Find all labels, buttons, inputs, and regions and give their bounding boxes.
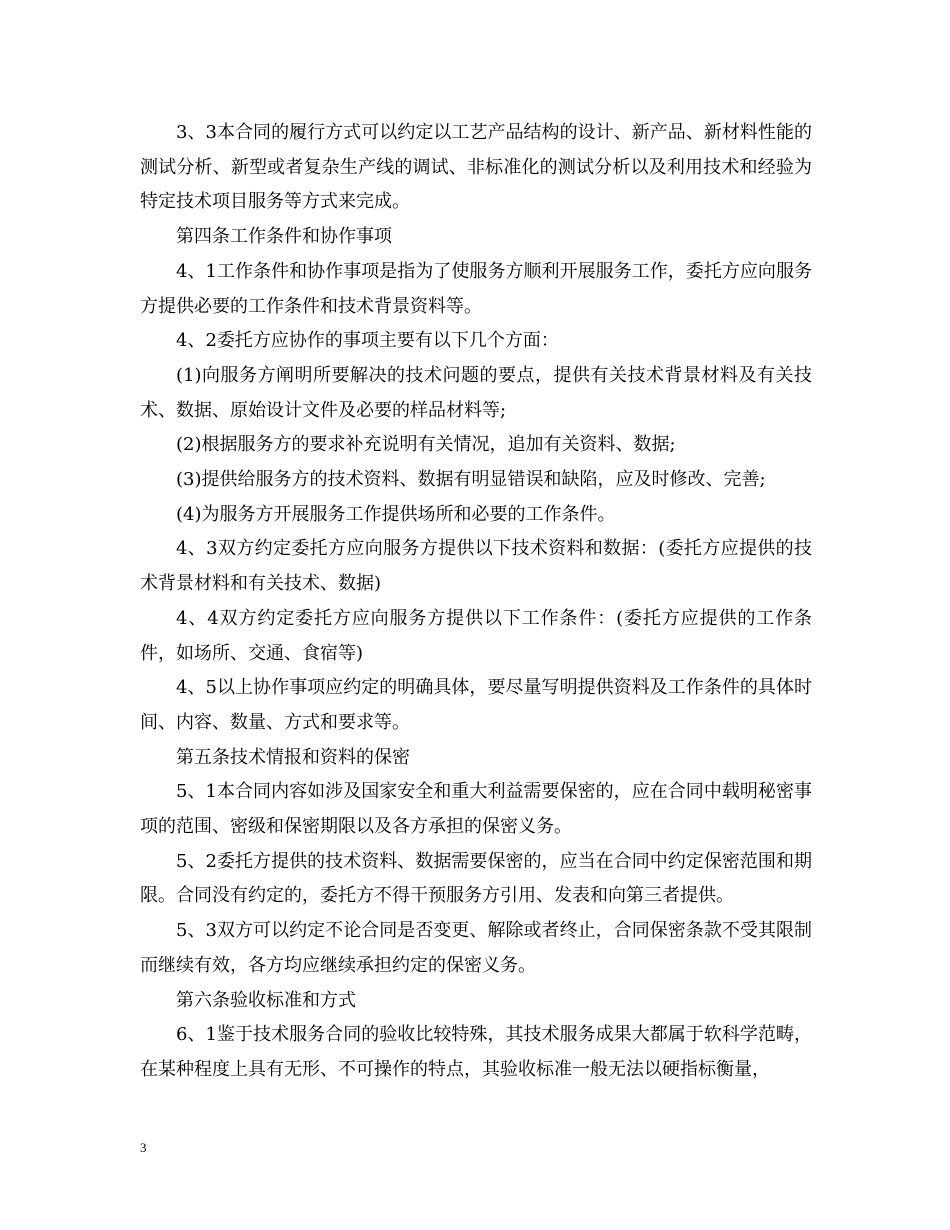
article-4-heading: 第四条工作条件和协作事项 xyxy=(176,226,392,248)
document-body xyxy=(140,116,812,1088)
paragraph-5-2: 5、2委托方提供的技术资料、数据需要保密的，应当在合同中约定保密范围和期限。合同没有约定的，委托方不得干预服务方引用、发表和向第三者提供。 xyxy=(140,850,812,907)
paragraph-4-2: 4、2委托方应协作的事项主要有以下几个方面： xyxy=(176,330,559,352)
paragraph-4-5: 4、5以上协作事项应约定的明确具体，要尽量写明提供资料及工作条件的具体时间、内容、数量、方式和要求等。 xyxy=(140,677,812,733)
list-item-1: (1)向服务方阐明所要解决的技术问题的要点，提供有关技术背景材料及有关技术、数据、原始设计文件及必要的样品材料等; xyxy=(140,364,812,421)
paragraph-6-1: 6、1鉴于技术服务合同的验收比较特殊，其技术服务成果大都属于软科学范畴，在某种程度上具有无形、不可操作的特点，其验收标准一般无法以硬指标衡量， xyxy=(140,1024,812,1080)
paragraph-5-3: 5、3双方可以约定不论合同是否变更、解除或者终止，合同保密条款不受其限制而继续有效，各方均应继续承担约定的保密义务。 xyxy=(140,920,812,976)
paragraph-3-3: 3、3本合同的履行方式可以约定以工艺产品结构的设计、新产品、新材料性能的测试分析、新型或者复杂生产线的调试、非标准化的测试分析以及利用技术和经验为特定技术项目服务等方式来完成。 xyxy=(140,122,812,213)
list-item-4: (4)为服务方开展服务工作提供场所和必要的工作条件。 xyxy=(176,503,616,525)
article-6-heading: 第六条验收标准和方式 xyxy=(176,989,356,1011)
paragraph-4-3: 4、3双方约定委托方应向服务方提供以下技术资料和数据：(委托方应提供的技术背景材料和有关技术、数据) xyxy=(140,538,812,595)
paragraph-4-4: 4、4双方约定委托方应向服务方提供以下工作条件：(委托方应提供的工作条件，如场所、交通、食宿等) xyxy=(140,607,812,664)
paragraph-4-1: 4、1工作条件和协作事项是指为了使服务方顺利开展服务工作，委托方应向服务方提供必要的工作条件和技术背景资料等。 xyxy=(140,260,812,317)
list-item-2: (2)根据服务方的要求补充说明有关情况，追加有关资料、数据; xyxy=(176,434,676,456)
list-item-3: (3)提供给服务方的技术资料、数据有明显错误和缺陷，应及时修改、完善; xyxy=(176,469,766,491)
paragraph-5-1: 5、1本合同内容如涉及国家安全和重大利益需要保密的，应在合同中载明秘密事项的范围、密级和保密期限以及各方承担的保密义务。 xyxy=(140,781,812,838)
article-5-heading: 第五条技术情报和资料的保密 xyxy=(176,746,410,768)
page-number: 3 xyxy=(140,1140,147,1155)
